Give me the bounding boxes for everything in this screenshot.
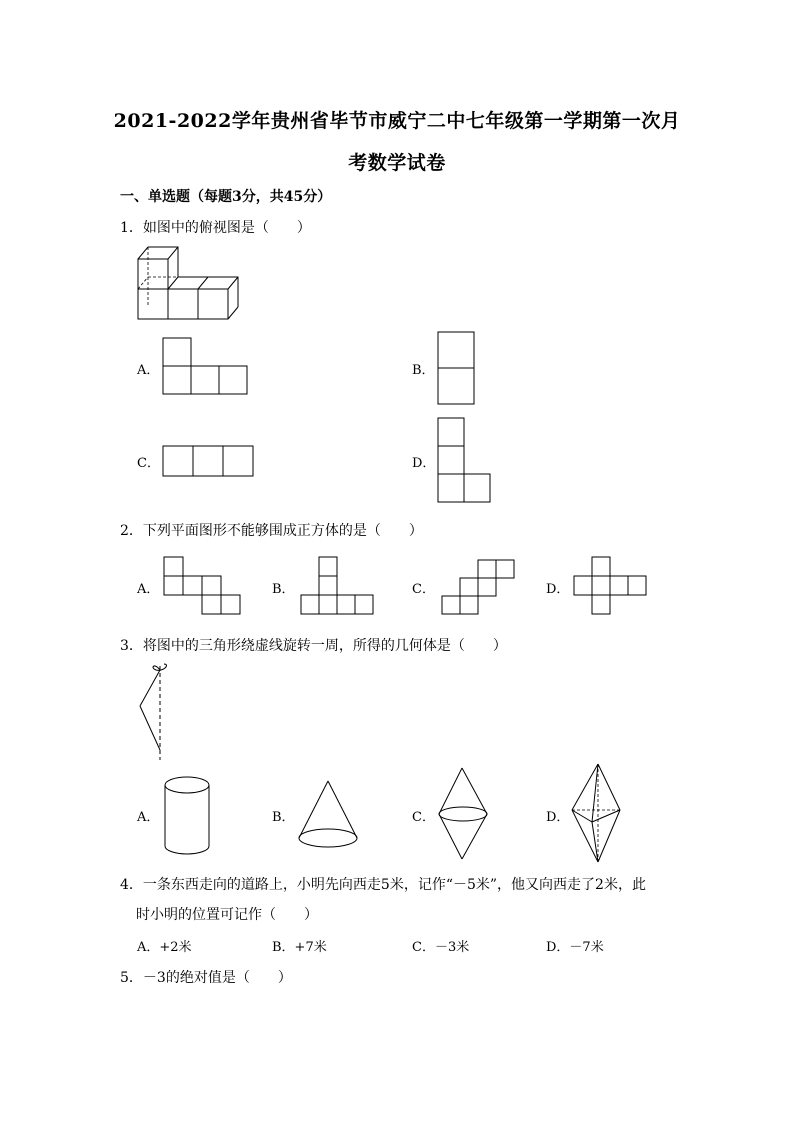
page-title-line-2: 考数学试卷 xyxy=(348,152,446,174)
question-2-option-b-figure xyxy=(300,556,378,616)
question-1-option-c: C． xyxy=(137,456,160,471)
question-3-option-b-figure xyxy=(296,779,360,851)
question-4-option-b: B．+7米 xyxy=(272,940,327,955)
question-3-option-d-figure xyxy=(568,762,624,866)
question-1-option-b: B． xyxy=(412,363,435,378)
question-4-option-d: D．－7米 xyxy=(546,940,604,955)
question-4-text-line-2: 时小明的位置可记作（ ） xyxy=(136,907,318,923)
question-3-option-c: C． xyxy=(412,810,435,825)
question-1-figure xyxy=(134,244,244,326)
question-1-option-b-figure xyxy=(437,331,475,405)
question-3-option-a-figure xyxy=(162,774,212,858)
question-4-option-a: A．+2米 xyxy=(137,940,192,955)
question-4-text-line-1: 4．一条东西走向的道路上，小明先向西走5米，记作“－5米”，他又向西走了2米，此 xyxy=(120,877,646,893)
question-3-option-a: A． xyxy=(137,810,160,825)
page-title-line-1: 2021-2022学年贵州省毕节市威宁二中七年级第一学期第一次月 xyxy=(113,110,681,132)
question-5-text: 5．－3的绝对值是（ ） xyxy=(120,970,292,986)
question-2-option-c-figure xyxy=(440,559,518,615)
question-2-option-c: C． xyxy=(412,582,435,597)
question-1-option-c-figure xyxy=(162,445,254,477)
question-3-option-b: B． xyxy=(272,810,295,825)
question-2-option-a: A． xyxy=(137,582,160,597)
question-1-option-a-figure xyxy=(162,337,248,397)
question-3-option-c-figure xyxy=(437,766,489,862)
question-1-option-a: A． xyxy=(137,363,160,378)
question-2-option-a-figure xyxy=(163,556,243,616)
question-1-option-d: D． xyxy=(412,456,436,471)
question-4-option-c: C．－3米 xyxy=(412,940,470,955)
section-heading: 一、单选题（每题3分，共45分） xyxy=(120,189,332,205)
question-2-text: 2．下列平面图形不能够围成正方体的是（ ） xyxy=(120,523,423,539)
question-3-figure xyxy=(134,662,182,762)
question-1-text: 1．如图中的俯视图是（ ） xyxy=(120,220,311,236)
question-2-option-b: B． xyxy=(272,582,295,597)
question-3-option-d: D． xyxy=(546,810,570,825)
question-3-text: 3．将图中的三角形绕虚线旋转一周，所得的几何体是（ ） xyxy=(120,638,507,654)
question-1-option-d-figure xyxy=(437,417,491,503)
question-2-option-d-figure xyxy=(573,556,651,616)
question-2-option-d: D． xyxy=(546,582,570,597)
